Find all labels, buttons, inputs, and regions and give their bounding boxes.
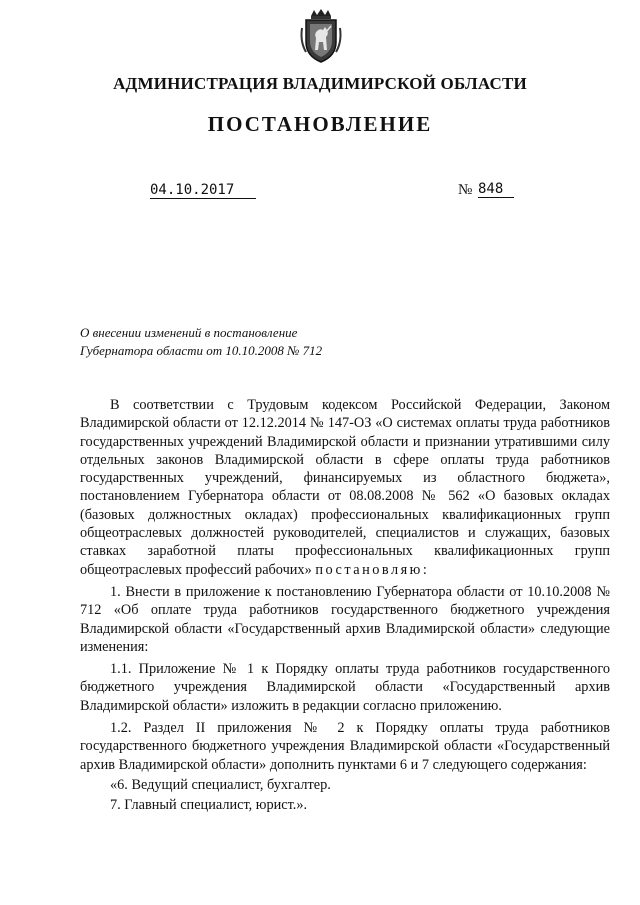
preamble-paragraph bbox=[80, 396, 610, 579]
document-type-heading: ПОСТАНОВЛЕНИЕ bbox=[207, 112, 433, 136]
document-subject bbox=[80, 324, 400, 360]
subject-line: Губернатора области от 10.10.2008 № 712 bbox=[80, 343, 323, 358]
list-item: «6. Ведущий специалист, бухгалтер. bbox=[110, 776, 331, 793]
paragraph-1-1: 1.1. Приложение № 1 к Порядку оплаты труда работников государственного бюджетного учреждения Владимирской области «Государственный архив Владимирской области» изложить в редакции согласно приложению. bbox=[80, 661, 610, 714]
organization-title: АДМИНИСТРАЦИЯ ВЛАДИМИРСКОЙ ОБЛАСТИ bbox=[113, 74, 527, 93]
paragraph-1-2: 1.2. Раздел II приложения № 2 к Порядку оплаты труда работников государственного бюджетного учреждения Владимирской области «Государственный архив Владимирской области» дополнить пунктами 6 и 7 следующего содержания: bbox=[80, 720, 610, 773]
decree-word: постановляю: bbox=[315, 561, 430, 578]
document-body bbox=[80, 396, 610, 815]
subject-line: О внесении изменений в постановление bbox=[80, 325, 298, 340]
coat-of-arms-emblem bbox=[298, 8, 344, 64]
preamble-text: В соответствии с Трудовым кодексом Российской Федерации, Законом Владимирской области от 12.12.2014 № 147-ОЗ «О системах оплаты труда работников государственных учреждений Владимирской области и признании утратившими силу отдельных законов Владимирской области в сфере оплаты труда работников государственных учреждений, финансируемых из областного бюджета», постановлением Губернатора области от 08.08.2008 № 562 «О базовых окладах (базовых должностных окладах) профессиональных квалификационных групп общеотраслевых должностей руководителей, специалистов и служащих, базовых ставках заработной платы профессиональных квалификационных групп общеотраслевых профессий рабочих» bbox=[80, 397, 610, 578]
document-number: 848 bbox=[478, 181, 514, 198]
number-sign: № bbox=[458, 182, 473, 198]
paragraph-1: 1. Внести в приложение к постановлению Губернатора области от 10.10.2008 № 712 «Об оплате труда работников государственного бюджетного учреждения Владимирской области «Государственный архив Владимирской области» следующие изменения: bbox=[80, 583, 610, 655]
list-item: 7. Главный специалист, юрист.». bbox=[110, 797, 308, 814]
document-date: 04.10.2017 bbox=[150, 182, 256, 199]
